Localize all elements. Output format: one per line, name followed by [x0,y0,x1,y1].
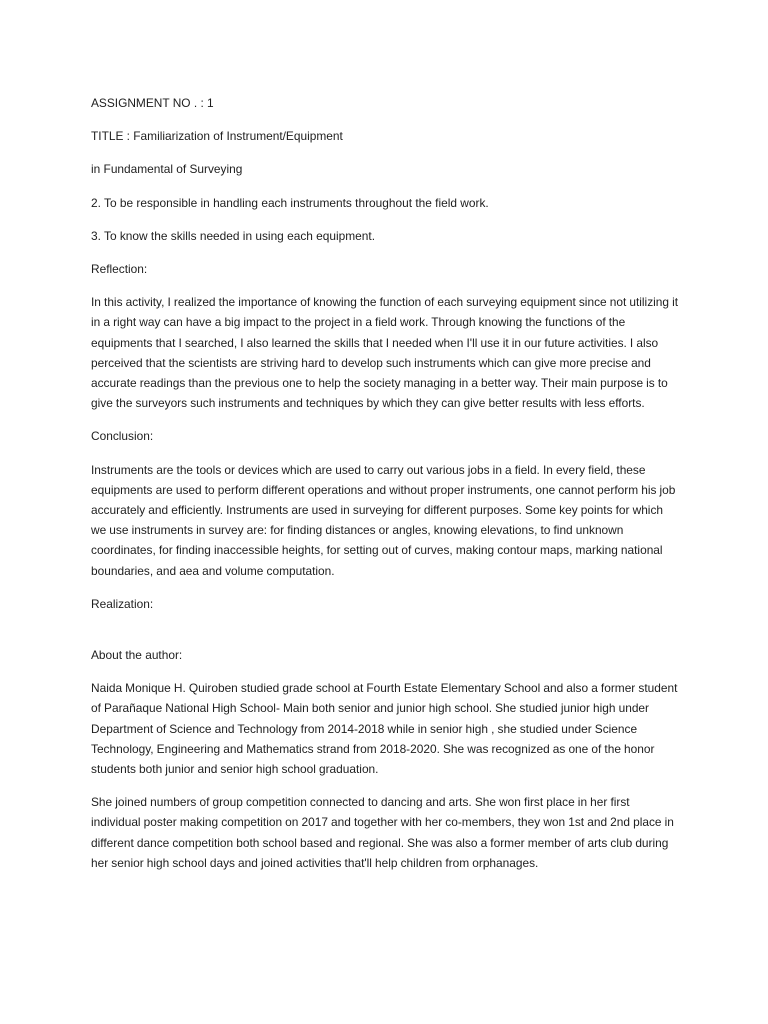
reflection-heading: Reflection: [91,262,148,277]
about-author-heading: About the author: [91,648,183,663]
objective-3: 3. To know the skills needed in using each equipment. [91,228,376,243]
reflection-paragraph: In this activity, I realized the importance of knowing the function of each surveying equipment since not utilizing it in a right way can have a big impact to the project in a field work. Through knowing the functions of the equipments that I searched, I also learned the skills that I needed when I'll use it in our future activities. I also perceived that the scientists are striving hard to develop such instruments which can give more precise and accurate readings than the previous one to help the society managing in a better way. Their main purpose is to give the surveyors such instruments and techniques by which they can give better results with less efforts. [91,295,679,411]
document-page [91,93,681,886]
objective-2: 2. To be responsible in handling each instruments throughout the field work. [91,195,489,210]
realization-heading: Realization: [91,596,154,611]
about-author-paragraph-2: She joined numbers of group competition connected to dancing and arts. She won first place in her first individual poster making competition on 2017 and together with her co-members, they won 1st and 2nd place in different dance competition both school based and regional. She was also a former member of arts club during her senior high school days and joined activities that'll help children from orphanages. [91,795,674,870]
document-title: TITLE : Familiarization of Instrument/Equipment [91,129,343,144]
conclusion-paragraph: Instruments are the tools or devices which are used to carry out various jobs in a field. In every field, these equipments are used to perform different operations and without proper instruments, one cannot perform his job accurately and efficiently. Instruments are used in surveying for different purposes. Some key points for which we use instruments in survey are: for finding distances or angles, knowing elevations, to find unknown coordinates, for finding inaccessible heights, for setting out of curves, making contour maps, marking national boundaries, and aea and volume computation. [91,462,676,578]
about-author-paragraph-1: Naida Monique H. Quiroben studied grade school at Fourth Estate Elementary School and also a former student of Parañaque National High School- Main both senior and junior high school. She studied junior high under Department of Science and Technology from 2014-2018 while in senior high , she studied under Science Technology, Engineering and Mathematics strand from 2018-2020. She was recognized as one of the honor students both junior and senior high school graduation. [91,681,678,777]
subject-line: in Fundamental of Surveying [91,162,243,177]
assignment-number: ASSIGNMENT NO . : 1 [91,96,214,110]
conclusion-heading: Conclusion: [91,429,154,444]
